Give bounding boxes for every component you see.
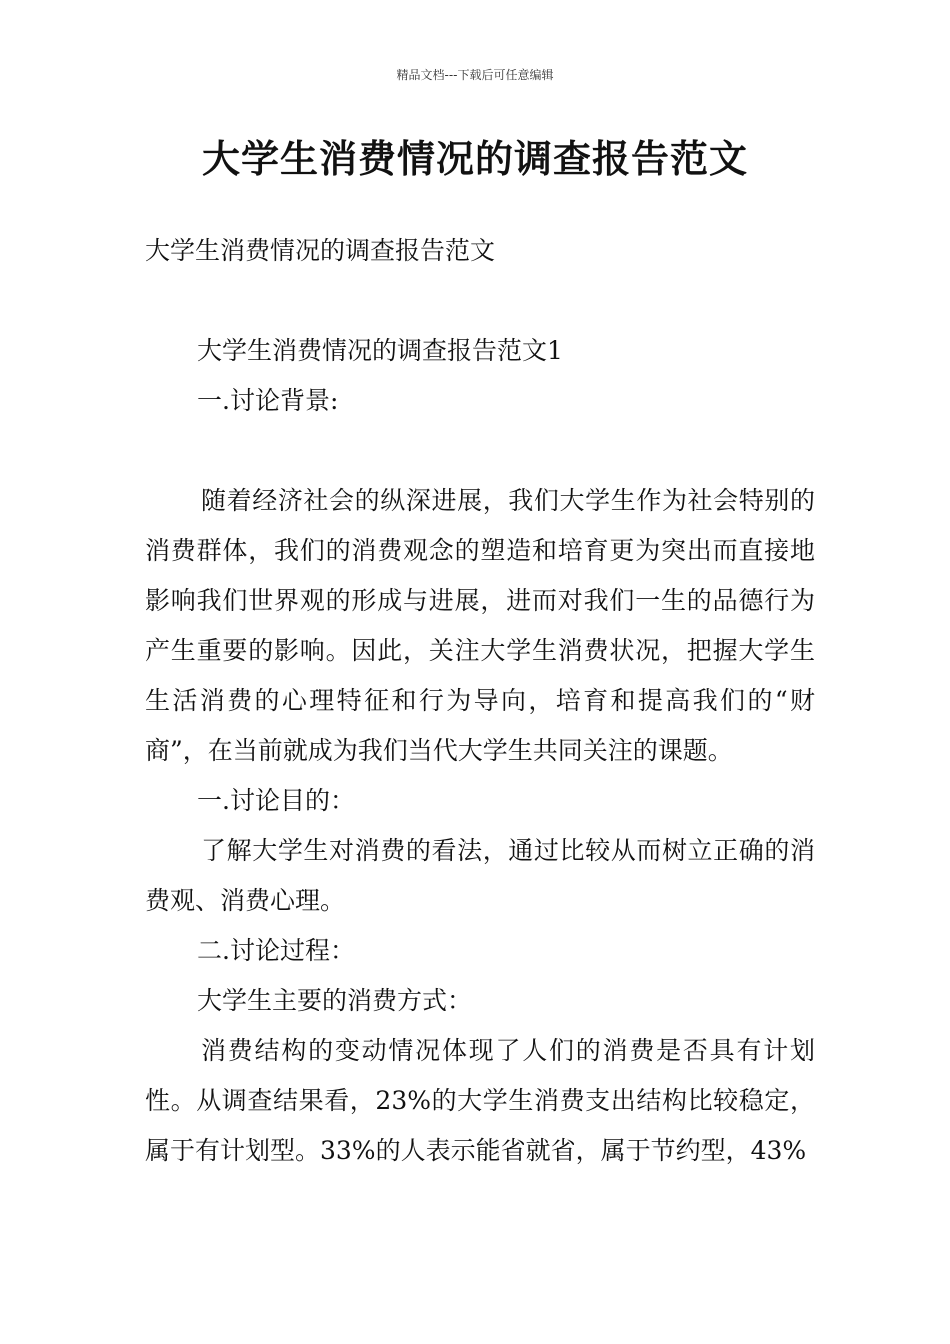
heading-methods: 大学生主要的消费方式： — [197, 986, 473, 1015]
paragraph-background: 随着经济社会的纵深进展，我们大学生作为社会特别的消费群体，我们的消费观念的塑造和培育更为突出而直接地影响我们世界观的形成与进展，进而对我们一生的品德行为产生重要的影响。因此，关注大学生消费状况，把握大学生生活消费的心理特征和行为导向，培育和提高我们的“财商”，在当前就成为我们当代大学生共同关注的课题。 — [145, 486, 815, 765]
heading-process: 二.讨论过程： — [197, 936, 355, 965]
header-note: 精品文档---下载后可任意编辑 — [396, 68, 554, 82]
heading-background: 一.讨论背景: — [197, 386, 339, 415]
section-title: 大学生消费情况的调查报告范文1 — [197, 336, 563, 365]
document-title: 大学生消费情况的调查报告范文 — [201, 137, 748, 181]
paragraph-purpose: 了解大学生对消费的看法，通过比较从而树立正确的消费观、消费心理。 — [145, 836, 815, 915]
document-body — [145, 226, 815, 1176]
heading-purpose: 一.讨论目的： — [197, 786, 355, 815]
paragraph-structure: 消费结构的变动情况体现了人们的消费是否具有计划性。从调查结果看，23%的大学生消费支出结构比较稳定，属于有计划型。33%的人表示能省就省，属于节约型，43% — [145, 1036, 815, 1165]
document-subtitle: 大学生消费情况的调查报告范文 — [145, 236, 496, 265]
